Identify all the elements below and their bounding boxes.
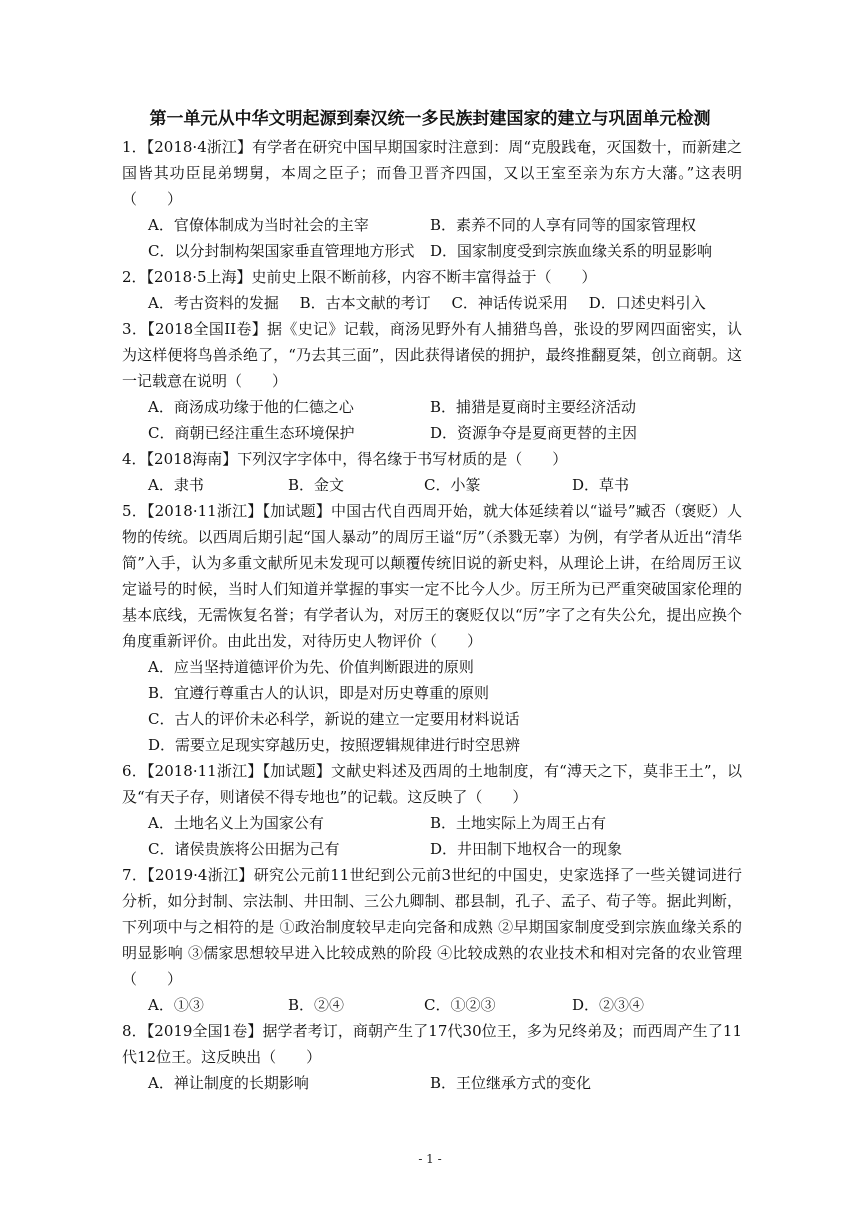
option-b: B．②④ [288, 996, 345, 1014]
options [122, 472, 742, 498]
question-6 [122, 758, 742, 862]
question-2 [122, 264, 742, 316]
option-a: A．隶书 [148, 476, 204, 494]
option-a: A．商汤成功缘于他的仁德之心 [148, 398, 354, 416]
option-a: A．考古资料的发掘 [148, 294, 279, 312]
option-c: C．商朝已经注重生态环境保护 [148, 424, 355, 442]
question-stem: 6．【2018·11浙江】【加试题】文献史料述及西周的土地制度，有“溥天之下，莫非王土”，以及“有天子存，则诸侯不得专地也”的记载。这反映了（ ） [122, 762, 742, 806]
question-stem: 7．【2019·4浙江】研究公元前11世纪到公元前3世纪的中国史，史家选择了一些关键词进行分析，如分封制、宗法制、井田制、三公九卿制、郡县制，孔子、孟子、荀子等。据此判断，下列项中与之相符的是 ①政治制度较早走向完备和成熟 ②早期国家制度受到宗族血缘关系的明显影响 ③儒家思想较早进入比较成熟的阶段 ④比较成熟的农业技术和相对完备的农业管理（ ） [122, 866, 742, 988]
option-b: B．素养不同的人享有同等的国家管理权 [430, 216, 697, 234]
options [122, 394, 742, 446]
question-8 [122, 1018, 742, 1096]
options [122, 212, 742, 264]
option-c: C．古人的评价未必科学，新说的建立一定要用材料说话 [148, 710, 520, 728]
option-d: D．资源争夺是夏商更替的主因 [430, 424, 638, 442]
option-a: A．官僚体制成为当时社会的主宰 [148, 216, 369, 234]
option-c: C．诸侯贵族将公田据为己有 [148, 840, 340, 858]
question-stem: 4．【2018海南】下列汉字字体中，得名缘于书写材质的是（ ） [122, 450, 568, 468]
option-d: D．②③④ [572, 996, 645, 1014]
option-d: D．需要立足现实穿越历史，按照逻辑规律进行时空思辨 [148, 736, 521, 754]
question-stem: 8．【2019全国1卷】据学者考订，商朝产生了17代30位王，多为兄终弟及；而西周产生了11代12位王。这反映出（ ） [122, 1022, 742, 1066]
options [122, 1070, 742, 1096]
question-1 [122, 134, 742, 264]
options [122, 290, 742, 316]
options [122, 992, 742, 1018]
option-b: B．金文 [288, 476, 345, 494]
option-b: B．土地实际上为周王占有 [430, 814, 607, 832]
option-d: D．草书 [572, 476, 630, 494]
options [122, 810, 742, 862]
option-b: B．捕猎是夏商时主要经济活动 [430, 398, 637, 416]
question-stem: 3．【2018全国II卷】据《史记》记载，商汤见野外有人捕猎鸟兽，张设的罗网四面密实，认为这样便将鸟兽杀绝了，“乃去其三面”，因此获得诸侯的拥护，最终推翻夏桀，创立商朝。这一记载意在说明（ ） [122, 320, 742, 390]
option-d: D．国家制度受到宗族血缘关系的明显影响 [430, 242, 713, 260]
option-c: C．神话传说采用 [451, 294, 568, 312]
option-a: A．土地名义上为国家公有 [148, 814, 324, 832]
option-c: C．以分封制构架国家垂直管理地方形式 [148, 242, 415, 260]
question-stem: 5．【2018·11浙江】【加试题】中国古代自西周开始，就大体延续着以“谥号”臧否（褒贬）人物的传统。以西周后期引起“国人暴动”的周厉王谥“厉”（杀戮无辜）为例，有学者从近出“清华简”入手，认为多重文献所见未发现可以颠覆传统旧说的新史料，从理论上讲，在给周厉王议定谥号的时候，当时人们知道并掌握的事实一定不比今人少。厉王所为已严重突破国家伦理的基本底线，无需恢复名誉；有学者认为，对厉王的褒贬仅以“厉”字了之有失公允，提出应换个角度重新评价。由此出发，对待历史人物评价（ ） [122, 502, 742, 650]
option-a: A．禅让制度的长期影响 [148, 1074, 309, 1092]
question-stem: 1．【2018·4浙江】有学者在研究中国早期国家时注意到：周“克殷践奄，灭国数十，而新建之国皆其功臣昆弟甥舅，本周之臣子；而鲁卫晋齐四国，又以王室至亲为东方大藩。”这表明（ ） [122, 138, 742, 208]
option-a: A．应当坚持道德评价为先、价值判断跟进的原则 [148, 658, 474, 676]
option-d: D．井田制下地权合一的现象 [430, 840, 623, 858]
option-a: A．①③ [148, 996, 204, 1014]
option-c: C．①②③ [424, 996, 496, 1014]
option-c: C．小篆 [424, 476, 481, 494]
option-d: D．口述史料引入 [588, 294, 706, 312]
option-b: B．宜遵行尊重古人的认识，即是对历史尊重的原则 [148, 684, 490, 702]
options [122, 654, 742, 758]
question-3 [122, 316, 742, 446]
option-b: B．古本文献的考订 [299, 294, 431, 312]
page-number: - 1 - [418, 1152, 442, 1166]
question-4 [122, 446, 742, 498]
question-list [122, 134, 742, 1096]
question-7 [122, 862, 742, 1018]
question-stem: 2．【2018·5上海】史前史上限不断前移，内容不断丰富得益于（ ） [122, 268, 597, 286]
question-5 [122, 498, 742, 758]
option-b: B．王位继承方式的变化 [430, 1074, 592, 1092]
page-title: 第一单元从中华文明起源到秦汉统一多民族封建国家的建立与巩固单元检测 [149, 109, 711, 129]
